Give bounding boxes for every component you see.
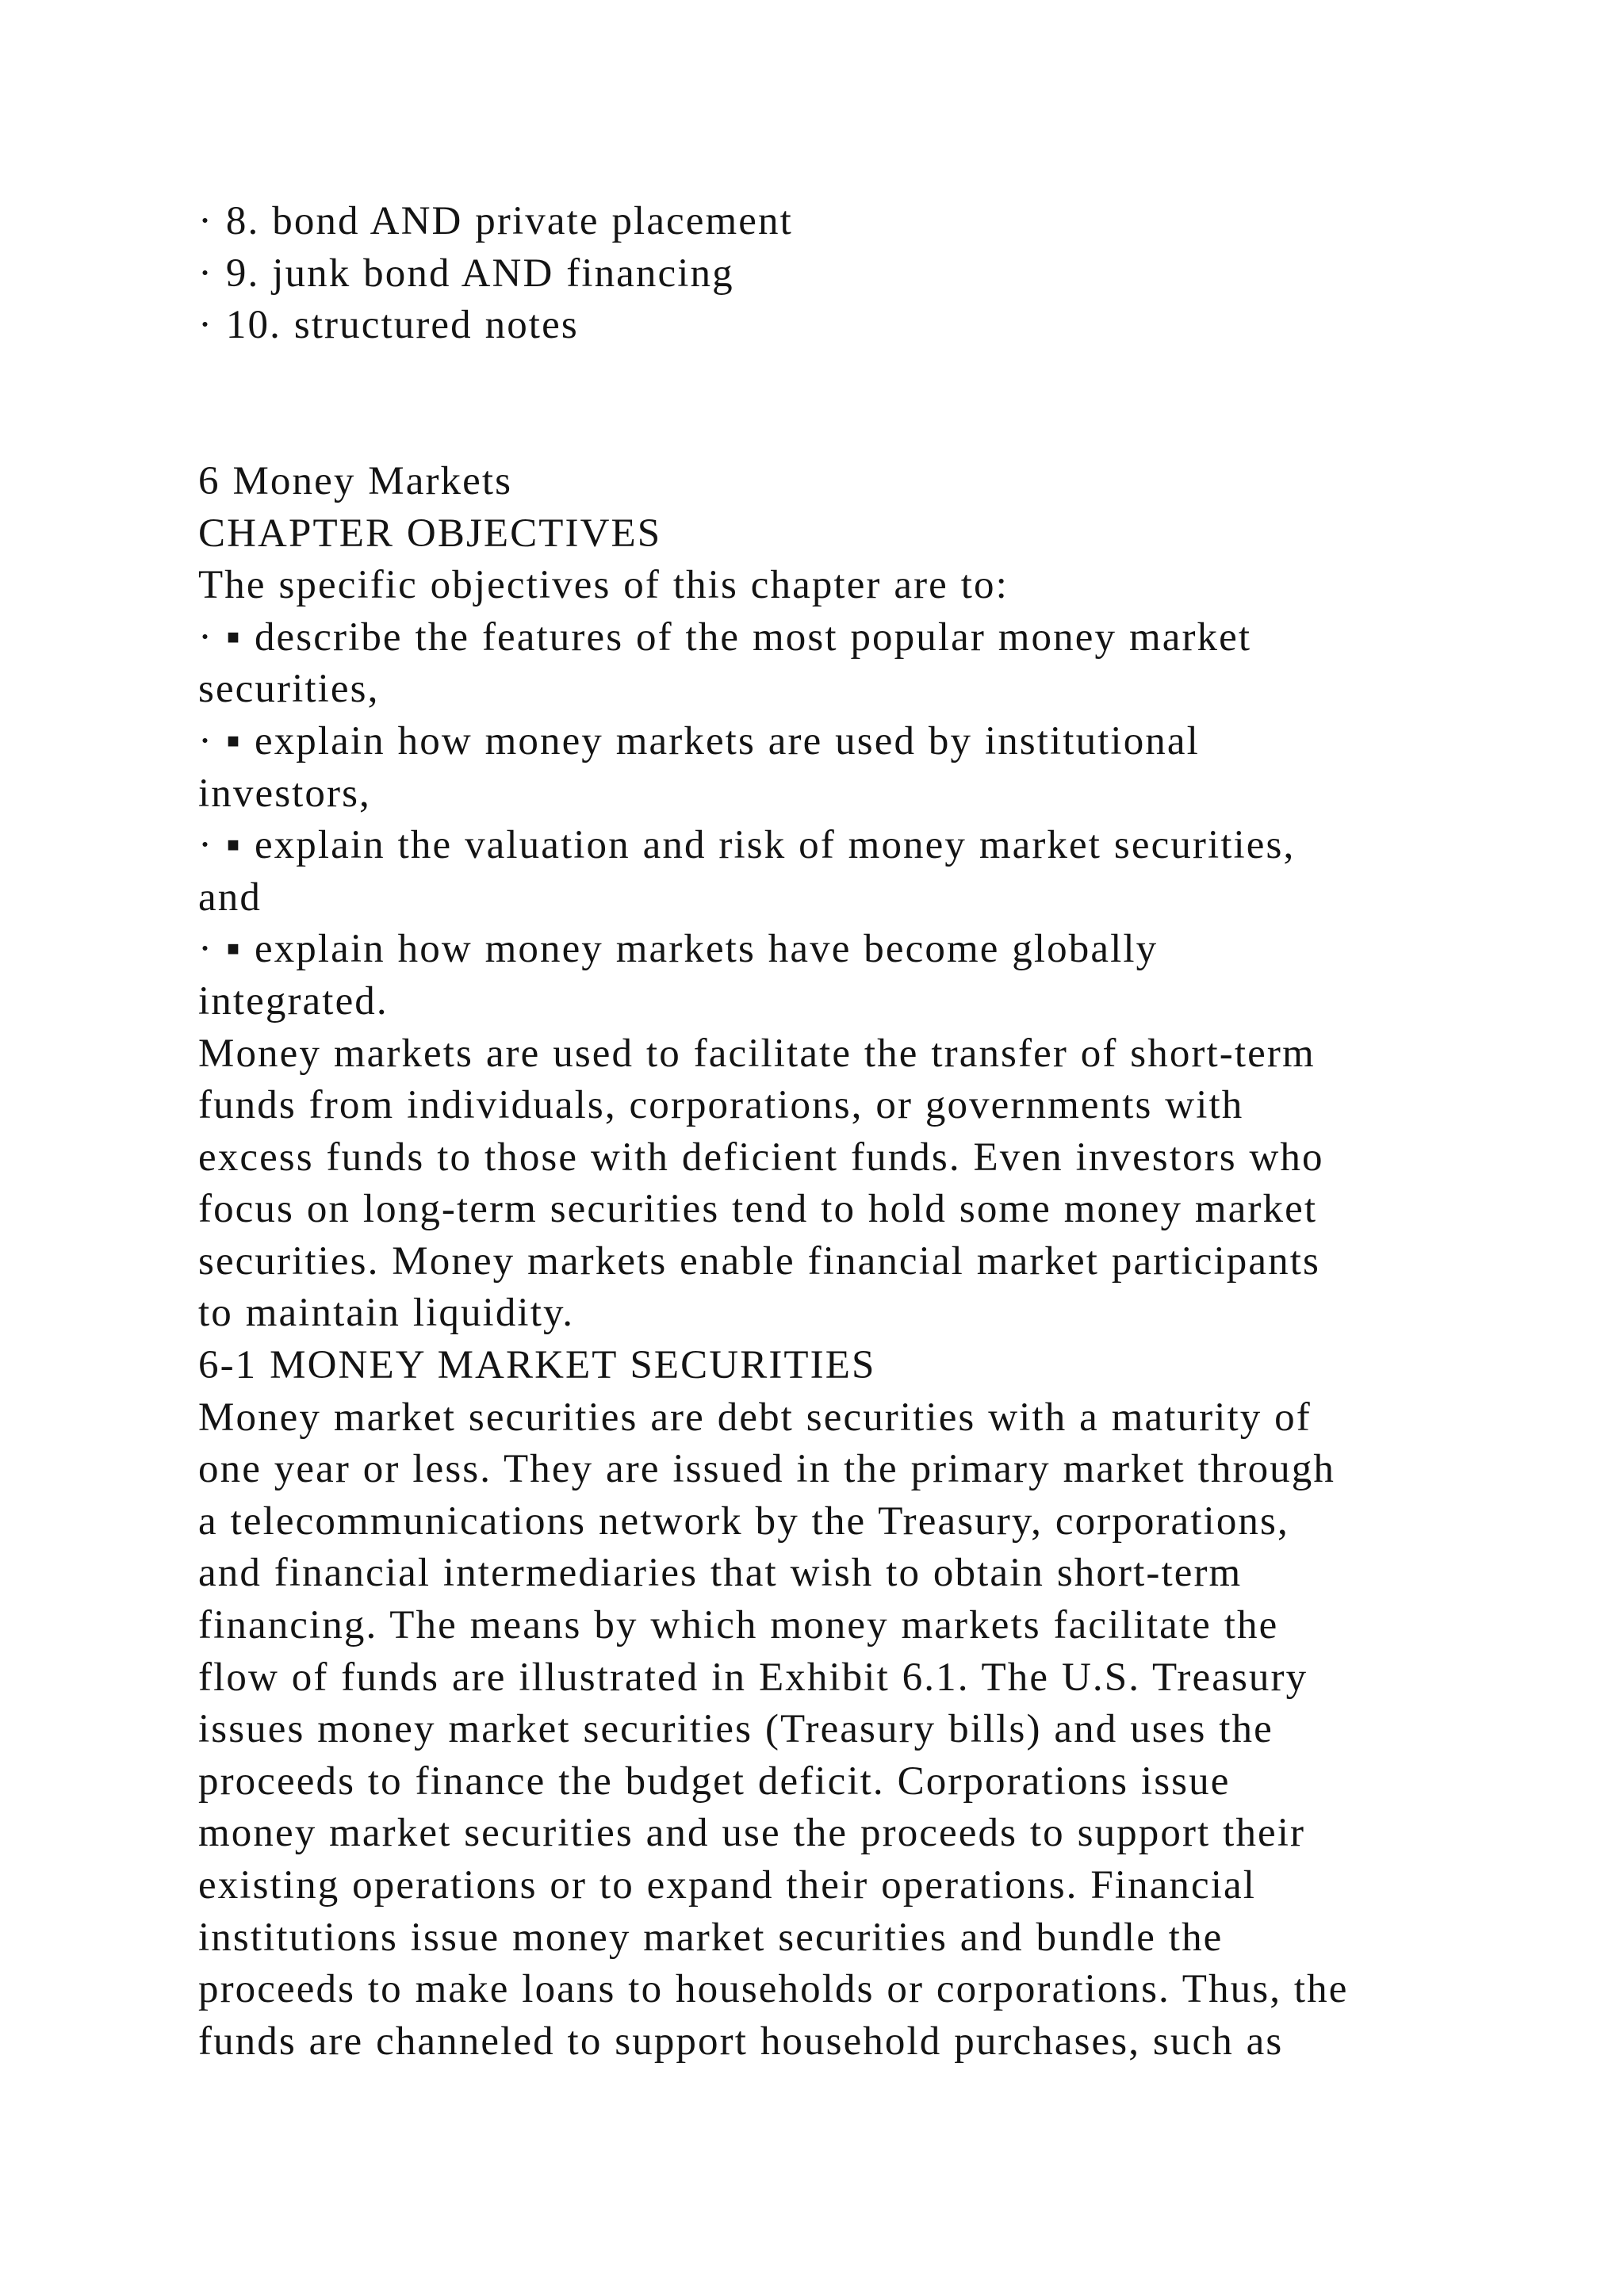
paragraph-line: proceeds to make loans to households or corporations. Thus, the (198, 1967, 1349, 2012)
list-item: · 10. structured notes (198, 303, 579, 348)
section-paragraph (198, 1392, 1499, 2068)
document-body (198, 196, 1499, 2068)
paragraph-line: securities. Money markets enable financial market participants (198, 1238, 1320, 1284)
list-item: · 9. junk bond AND financing (198, 251, 734, 296)
paragraph-line: funds from individuals, corporations, or governments with (198, 1083, 1244, 1128)
objective-line: · ▪ explain how money markets are used by institutional (198, 718, 1200, 763)
chapter-title: 6 Money Markets (198, 458, 513, 503)
section-heading: 6-1 MONEY MARKET SECURITIES (198, 1343, 876, 1388)
paragraph-line: one year or less. They are issued in the primary market through (198, 1447, 1335, 1492)
paragraph-line: institutions issue money market securities and bundle the (198, 1915, 1224, 1960)
objective-line: integrated. (198, 978, 389, 1024)
paragraph-line: proceeds to finance the budget deficit. Corporations issue (198, 1758, 1231, 1804)
intro-paragraph (198, 1028, 1499, 1341)
paragraph-line: Money markets are used to facilitate the transfer of short-term (198, 1031, 1316, 1076)
paragraph-line: money market securities and use the proceeds to support their (198, 1811, 1306, 1856)
paragraph-line: funds are channeled to support household purchases, such as (198, 2019, 1284, 2064)
paragraph-line: and financial intermediaries that wish to obtain short-term (198, 1551, 1243, 1596)
paragraph-line: Money market securities are debt securities with a maturity of (198, 1395, 1312, 1440)
objective-line: securities, (198, 667, 380, 712)
paragraph-line: to maintain liquidity. (198, 1291, 575, 1336)
search-term-list (198, 196, 1499, 352)
objective-line: and (198, 874, 262, 920)
objective-line: · ▪ describe the features of the most popular money market (198, 614, 1252, 660)
paragraph-line: existing operations or to expand their operations. Financial (198, 1863, 1257, 1908)
objective-line: · ▪ explain how money markets have become globally (198, 927, 1159, 972)
blank-line (198, 352, 1499, 404)
paragraph-line: issues money market securities (Treasury bills) and uses the (198, 1707, 1274, 1752)
paragraph-line: excess funds to those with deficient funds. Even investors who (198, 1135, 1324, 1180)
blank-line (198, 404, 1499, 456)
objectives-heading: CHAPTER OBJECTIVES (198, 511, 662, 556)
objective-line: · ▪ explain the valuation and risk of money market securities, (198, 823, 1296, 868)
objectives-intro: The specific objectives of this chapter are to: (198, 563, 1009, 608)
paragraph-line: focus on long-term securities tend to hold some money market (198, 1187, 1318, 1232)
list-item: · 8. bond AND private placement (198, 199, 793, 243)
paragraph-line: financing. The means by which money markets facilitate the (198, 1603, 1279, 1648)
objective-line: investors, (198, 771, 371, 816)
objectives-list (198, 612, 1499, 1028)
paragraph-line: flow of funds are illustrated in Exhibit 6.1. The U.S. Treasury (198, 1655, 1308, 1700)
paragraph-line: a telecommunications network by the Treasury, corporations, (198, 1498, 1289, 1544)
